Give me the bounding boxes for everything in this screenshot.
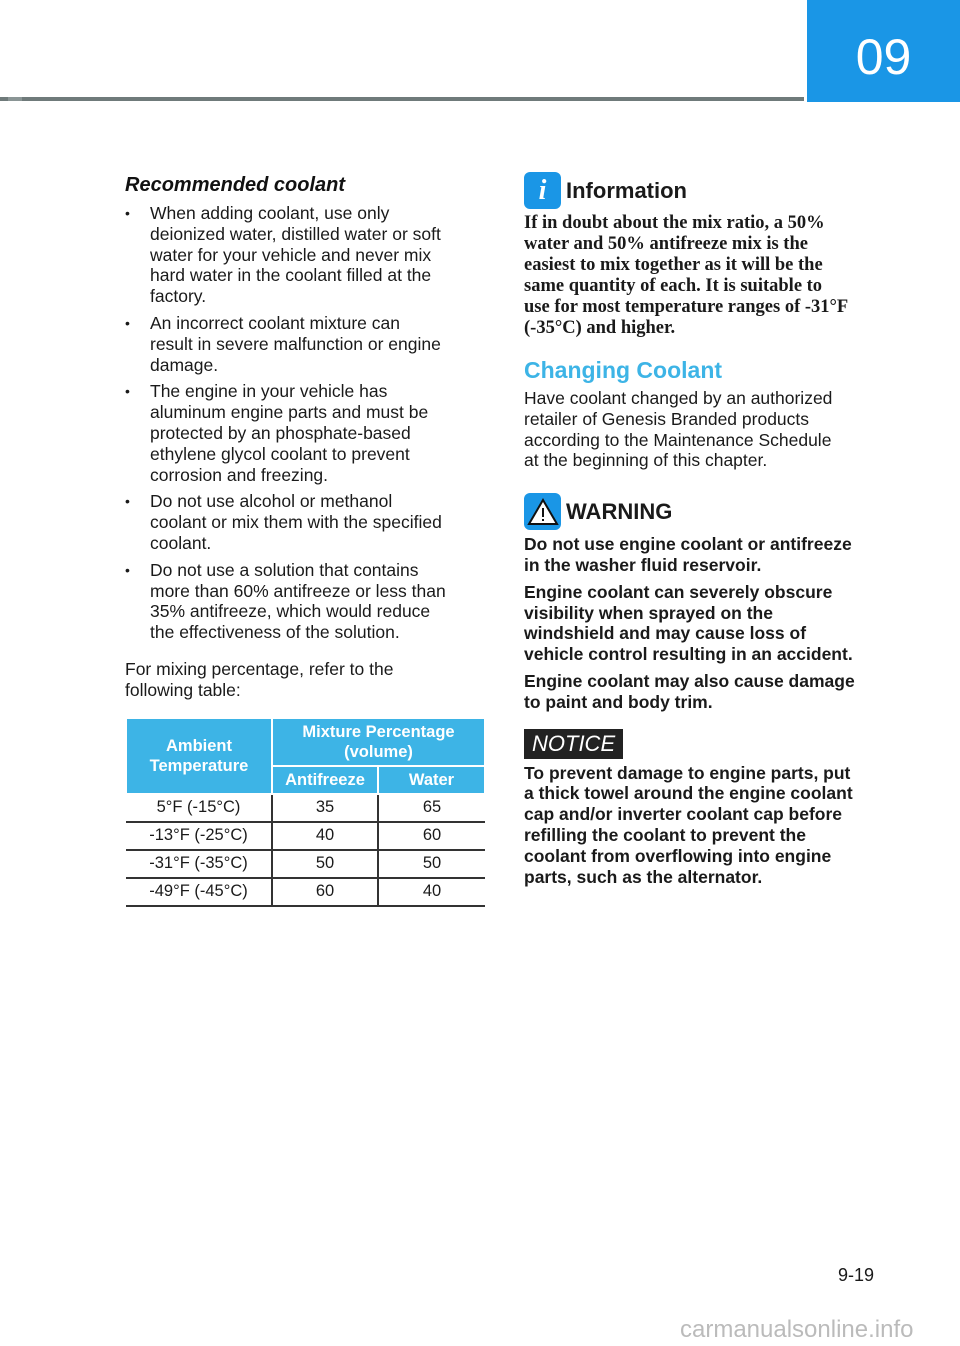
coolant-table bbox=[125, 717, 486, 907]
cell-temp: -49°F (-45°C) bbox=[126, 878, 272, 906]
notice-text bbox=[524, 763, 894, 888]
information-header bbox=[524, 172, 894, 209]
warning-paragraph bbox=[524, 534, 894, 576]
text-line: cap and/or inverter coolant cap before bbox=[524, 804, 842, 825]
text-line: a thick towel around the engine coolant bbox=[524, 783, 853, 804]
text-line: (-35°C) and higher. bbox=[524, 318, 676, 338]
text-line: If in doubt about the mix ratio, a 50% bbox=[524, 213, 825, 233]
section-title: Recommended coolant bbox=[125, 174, 346, 196]
text-line: factory. bbox=[150, 286, 207, 307]
information-text bbox=[524, 213, 894, 339]
header-mixture-percentage: Mixture Percentage (volume) bbox=[272, 718, 485, 766]
cell-water: 50 bbox=[378, 850, 485, 878]
text-line: deionized water, distilled water or soft bbox=[150, 223, 441, 244]
text-line: result in severe malfunction or engine bbox=[150, 333, 441, 354]
text-line: more than 60% antifreeze or less than bbox=[150, 580, 446, 601]
text-line: vehicle control resulting in an accident. bbox=[524, 644, 853, 665]
cell-temp: 5°F (-15°C) bbox=[126, 794, 272, 822]
text-line: to paint and body trim. bbox=[524, 691, 713, 712]
information-title: Information bbox=[566, 177, 687, 203]
text-line: in the washer fluid reservoir. bbox=[524, 554, 762, 575]
text-line: • When adding coolant, use only bbox=[150, 203, 390, 223]
text-line: at the beginning of this chapter. bbox=[524, 450, 768, 471]
text-line: 35% antifreeze, which would reduce bbox=[150, 601, 431, 622]
info-icon: i bbox=[524, 172, 561, 209]
changing-coolant-title: Changing Coolant bbox=[524, 357, 723, 383]
notice-label: NOTICE bbox=[524, 729, 623, 759]
text-line: ethylene glycol coolant to prevent bbox=[150, 443, 410, 464]
text-line: Engine coolant can severely obscure bbox=[524, 581, 833, 602]
warning-paragraph bbox=[524, 582, 894, 665]
bullet-item bbox=[125, 491, 495, 553]
text-line: same quantity of each. It is suitable to bbox=[524, 276, 823, 296]
warning-header bbox=[524, 493, 894, 530]
text-line: following table: bbox=[125, 679, 241, 700]
table-row bbox=[126, 794, 485, 822]
watermark: carmanualsonline.info bbox=[680, 1316, 914, 1343]
text-line: retailer of Genesis Branded products bbox=[524, 408, 810, 429]
text-line: easiest to mix together as it will be the bbox=[524, 255, 823, 275]
text-line: aluminum engine parts and must be bbox=[150, 402, 429, 423]
header-ambient-temperature: Ambient Temperature bbox=[126, 718, 272, 794]
text-line: corrosion and freezing. bbox=[150, 464, 329, 485]
mixing-text bbox=[125, 659, 495, 701]
page-number: 9-19 bbox=[838, 1265, 875, 1285]
text-line: parts, such as the alternator. bbox=[524, 866, 763, 887]
text-line: visibility when sprayed on the bbox=[524, 602, 773, 623]
text-line: coolant from overflowing into engine bbox=[524, 845, 832, 866]
text-line: the effectiveness of the solution. bbox=[150, 622, 400, 643]
text-line: hard water in the coolant filled at the bbox=[150, 265, 432, 286]
left-column bbox=[125, 174, 495, 907]
table-row bbox=[126, 850, 485, 878]
header-antifreeze: Antifreeze bbox=[272, 766, 378, 794]
text-line: water and 50% antifreeze mix is the bbox=[524, 234, 808, 254]
chapter-number: 09 bbox=[855, 29, 912, 85]
cell-antifreeze: 60 bbox=[272, 878, 378, 906]
header-rule bbox=[0, 97, 804, 101]
text-line: Do not use engine coolant or antifreeze bbox=[524, 534, 852, 555]
text-line: • The engine in your vehicle has bbox=[150, 381, 388, 402]
table-row bbox=[126, 822, 485, 850]
bullet-item bbox=[125, 203, 495, 307]
text-line: use for most temperature ranges of -31°F bbox=[524, 297, 849, 317]
warning-title: WARNING bbox=[566, 498, 673, 524]
text-line: Engine coolant may also cause damage bbox=[524, 670, 855, 691]
cell-antifreeze: 35 bbox=[272, 794, 378, 822]
text-line: To prevent damage to engine parts, put bbox=[524, 762, 851, 783]
text-line: coolant or mix them with the specified bbox=[150, 512, 442, 533]
text-line: • Do not use alcohol or methanol bbox=[150, 491, 393, 512]
chapter-tab bbox=[807, 0, 960, 102]
text-line: • Do not use a solution that contains bbox=[150, 559, 419, 580]
cell-temp: -13°F (-25°C) bbox=[126, 822, 272, 850]
bullet-list bbox=[125, 203, 495, 643]
text-line: water for your vehicle and never mix bbox=[150, 244, 432, 265]
cell-water: 40 bbox=[378, 878, 485, 906]
text-line: Have coolant changed by an authorized bbox=[524, 388, 833, 408]
cell-antifreeze: 50 bbox=[272, 850, 378, 878]
text-line: windshield and may cause loss of bbox=[524, 623, 807, 644]
bullet-item bbox=[125, 560, 495, 643]
text-line: • An incorrect coolant mixture can bbox=[150, 312, 400, 333]
changing-coolant-text bbox=[524, 388, 894, 471]
warning-text bbox=[524, 534, 894, 712]
cell-water: 60 bbox=[378, 822, 485, 850]
right-column bbox=[524, 172, 894, 887]
header-water: Water bbox=[378, 766, 485, 794]
text-line: damage. bbox=[150, 354, 219, 375]
bullet-item bbox=[125, 381, 495, 485]
cell-antifreeze: 40 bbox=[272, 822, 378, 850]
text-line: protected by an phosphate-based bbox=[150, 422, 411, 443]
text-line: according to the Maintenance Schedule bbox=[524, 429, 832, 450]
text-line: refilling the coolant to prevent the bbox=[524, 824, 806, 845]
cell-water: 65 bbox=[378, 794, 485, 822]
table-row bbox=[126, 878, 485, 906]
cell-temp: -31°F (-35°C) bbox=[126, 850, 272, 878]
warning-paragraph bbox=[524, 671, 894, 713]
bullet-item bbox=[125, 313, 495, 375]
text-line: coolant. bbox=[150, 532, 212, 553]
text-line: For mixing percentage, refer to the bbox=[125, 658, 394, 679]
warning-triangle-icon bbox=[524, 493, 561, 530]
